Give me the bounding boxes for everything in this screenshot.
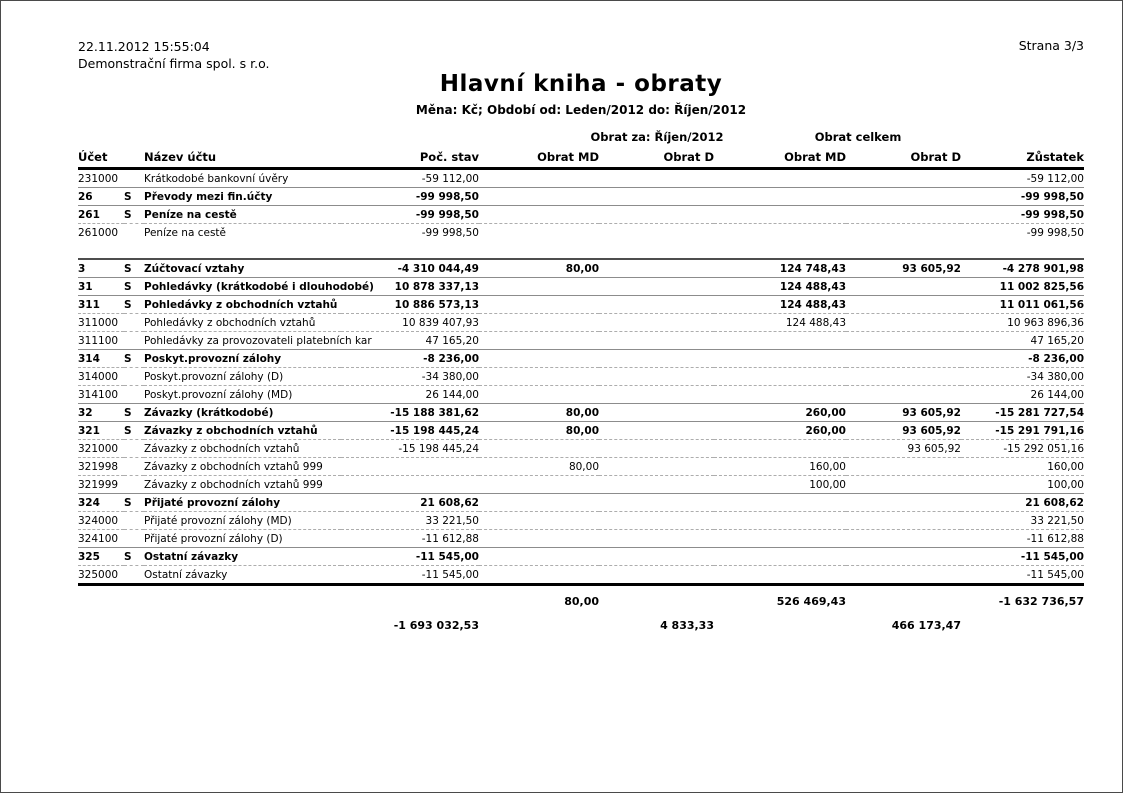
cell-closing-balance: -11 545,00: [961, 566, 1084, 585]
cell-total-debit: [714, 494, 846, 512]
cell-total-credit: [846, 224, 961, 242]
cell-total-credit: 93 605,92: [846, 404, 961, 422]
cell-account-name: Závazky z obchodních vztahů: [144, 440, 341, 458]
cell-period-debit: [479, 169, 599, 188]
cell-opening-balance: -59 112,00: [341, 169, 479, 188]
cell-period-debit: [479, 206, 599, 224]
cell-period-debit: [479, 566, 599, 585]
cell-account-number: 321: [78, 422, 124, 440]
total-total-credit: [846, 585, 961, 614]
col-header-nazev: Název účtu: [144, 147, 341, 169]
cell-total-credit: 93 605,92: [846, 422, 961, 440]
table-row: [78, 548, 1084, 566]
cell-total-debit: 100,00: [714, 476, 846, 494]
cell-total-credit: [846, 296, 961, 314]
cell-period-debit: 80,00: [479, 404, 599, 422]
cell-empty: [144, 585, 341, 614]
cell-opening-balance: [341, 476, 479, 494]
cell-closing-balance: -59 112,00: [961, 169, 1084, 188]
table-row: [78, 278, 1084, 296]
cell-period-debit: [479, 368, 599, 386]
cell-total-credit: [846, 386, 961, 404]
cell-total-credit: [846, 494, 961, 512]
cell-closing-balance: -8 236,00: [961, 350, 1084, 368]
cell-empty: [144, 613, 341, 637]
cell-account-name: Pohledávky z obchodních vztahů: [144, 314, 341, 332]
table-row: [78, 296, 1084, 314]
cell-period-debit: [479, 278, 599, 296]
total-opening-balance: [341, 585, 479, 614]
cell-closing-balance: -15 292 051,16: [961, 440, 1084, 458]
total-total-credit: 466 173,47: [891, 618, 961, 632]
cell-opening-balance: -15 198 445,24: [341, 422, 479, 440]
cell-period-debit: [479, 440, 599, 458]
cell-total-debit: 260,00: [714, 404, 846, 422]
page-number: Strana 3/3: [1018, 38, 1084, 53]
cell-total-debit: [714, 332, 846, 350]
cell-total-debit: [714, 206, 846, 224]
table-row: [78, 440, 1084, 458]
cell-period-debit: 80,00: [479, 422, 599, 440]
cell-period-credit: [599, 259, 714, 278]
cell-total-debit: [714, 548, 846, 566]
table-row: [78, 404, 1084, 422]
cell-synthetic-flag: S: [124, 278, 144, 296]
table-row: [78, 530, 1084, 548]
cell-account-number: 261: [78, 206, 124, 224]
cell-account-name: Přijaté provozní zálohy (D): [144, 530, 341, 548]
cell-period-debit: [479, 296, 599, 314]
total-period-credit: [599, 585, 714, 614]
cell-synthetic-flag: [124, 386, 144, 404]
cell-synthetic-flag: [124, 440, 144, 458]
cell-opening-balance: -15 198 445,24: [341, 440, 479, 458]
cell-total-debit: [714, 350, 846, 368]
cell-opening-balance: 10 886 573,13: [341, 296, 479, 314]
cell-closing-balance: 21 608,62: [961, 494, 1084, 512]
table-row: [78, 494, 1084, 512]
cell-synthetic-flag: S: [124, 422, 144, 440]
cell-period-credit: [599, 278, 714, 296]
cell-period-debit: [479, 494, 599, 512]
col-header-obrat-d-total: Obrat D: [846, 147, 961, 169]
cell-closing-balance: 100,00: [961, 476, 1084, 494]
cell-period-debit: [479, 530, 599, 548]
cell-account-name: Pohledávky za provozovateli platebních kar: [144, 332, 341, 350]
cell-total-debit: 124 488,43: [714, 296, 846, 314]
table-row: [78, 206, 1084, 224]
cell-opening-balance: 33 221,50: [341, 512, 479, 530]
cell-synthetic-flag: [124, 530, 144, 548]
cell-account-number: 324000: [78, 512, 124, 530]
cell-account-name: Pohledávky z obchodních vztahů: [144, 296, 341, 314]
table-row: [78, 332, 1084, 350]
total-opening-balance: -1 693 032,53: [393, 618, 479, 632]
cell-closing-balance: -15 281 727,54: [961, 404, 1084, 422]
cell-period-credit: [599, 332, 714, 350]
group-header-total: Obrat celkem: [814, 130, 902, 144]
cell-account-name: Pohledávky (krátkodobé i dlouhodobé): [144, 278, 341, 296]
cell-account-number: 321998: [78, 458, 124, 476]
cell-account-number: 311: [78, 296, 124, 314]
cell-total-credit: [846, 368, 961, 386]
cell-total-credit: [846, 332, 961, 350]
total-period-debit: [479, 613, 599, 637]
table-row: [78, 422, 1084, 440]
cell-account-name: Ostatní závazky: [144, 566, 341, 585]
table-row: [78, 350, 1084, 368]
cell-account-name: Ostatní závazky: [144, 548, 341, 566]
col-header-obrat-md-total: Obrat MD: [714, 147, 846, 169]
report-datetime: 22.11.2012 15:55:04: [78, 39, 210, 54]
cell-period-debit: [479, 314, 599, 332]
cell-account-number: 325000: [78, 566, 124, 585]
cell-account-name: Peníze na cestě: [144, 206, 341, 224]
cell-opening-balance: -99 998,50: [341, 206, 479, 224]
cell-synthetic-flag: S: [124, 206, 144, 224]
cell-period-credit: [599, 296, 714, 314]
cell-total-credit: [846, 566, 961, 585]
cell-total-debit: [714, 530, 846, 548]
cell-account-number: 32: [78, 404, 124, 422]
cell-period-credit: [599, 368, 714, 386]
cell-synthetic-flag: S: [124, 188, 144, 206]
cell-account-name: Poskyt.provozní zálohy: [144, 350, 341, 368]
cell-empty: [78, 613, 124, 637]
cell-period-credit: [599, 206, 714, 224]
report-meta: [78, 38, 270, 72]
cell-total-credit: [846, 278, 961, 296]
total-closing-balance: -1 632 736,57: [961, 585, 1084, 614]
table-row: [78, 314, 1084, 332]
cell-total-debit: [714, 566, 846, 585]
cell-account-name: Závazky (krátkodobé): [144, 404, 341, 422]
report-title: Hlavní kniha - obraty: [439, 71, 723, 97]
cell-opening-balance: [341, 458, 479, 476]
col-header-obrat-d-period: Obrat D: [599, 147, 714, 169]
report-content: [78, 1, 1084, 792]
cell-opening-balance: 10 878 337,13: [341, 278, 479, 296]
cell-opening-balance: -4 310 044,49: [341, 259, 479, 278]
cell-account-name: Krátkodobé bankovní úvěry: [144, 169, 341, 188]
cell-total-debit: [714, 512, 846, 530]
cell-total-credit: [846, 458, 961, 476]
ledger-table-totals: [78, 585, 1084, 638]
report-subtitle: Měna: Kč; Období od: Leden/2012 do: Říjen/2012: [415, 103, 747, 117]
cell-total-debit: [714, 224, 846, 242]
total-period-credit: 4 833,33: [660, 618, 714, 632]
cell-account-number: 314: [78, 350, 124, 368]
cell-period-credit: [599, 350, 714, 368]
cell-period-credit: [599, 404, 714, 422]
cell-account-name: Závazky z obchodních vztahů 999: [144, 458, 341, 476]
cell-synthetic-flag: [124, 332, 144, 350]
cell-closing-balance: -11 545,00: [961, 548, 1084, 566]
cell-account-name: Poskyt.provozní zálohy (MD): [144, 386, 341, 404]
section-spacer: [78, 241, 1084, 259]
cell-account-number: 26: [78, 188, 124, 206]
table-row: [78, 512, 1084, 530]
cell-closing-balance: -34 380,00: [961, 368, 1084, 386]
cell-total-debit: 260,00: [714, 422, 846, 440]
cell-opening-balance: 10 839 407,93: [341, 314, 479, 332]
cell-period-credit: [599, 422, 714, 440]
cell-account-name: Zúčtovací vztahy: [144, 259, 341, 278]
cell-period-credit: [599, 494, 714, 512]
cell-total-credit: [846, 314, 961, 332]
cell-total-debit: [714, 440, 846, 458]
cell-empty: [124, 585, 144, 614]
cell-closing-balance: -99 998,50: [961, 224, 1084, 242]
cell-synthetic-flag: [124, 566, 144, 585]
cell-account-number: 321999: [78, 476, 124, 494]
cell-synthetic-flag: [124, 476, 144, 494]
cell-synthetic-flag: S: [124, 259, 144, 278]
cell-closing-balance: 11 002 825,56: [961, 278, 1084, 296]
cell-opening-balance: -11 545,00: [341, 548, 479, 566]
table-row: [78, 476, 1084, 494]
cell-total-credit: [846, 476, 961, 494]
cell-period-credit: [599, 386, 714, 404]
cell-total-debit: [714, 368, 846, 386]
cell-period-debit: [479, 188, 599, 206]
cell-account-number: 324100: [78, 530, 124, 548]
col-header-s: [124, 147, 144, 169]
cell-total-credit: [846, 350, 961, 368]
cell-period-credit: [599, 440, 714, 458]
cell-empty: [124, 613, 144, 637]
cell-account-name: Závazky z obchodních vztahů 999: [144, 476, 341, 494]
cell-account-number: 311000: [78, 314, 124, 332]
cell-account-name: Převody mezi fin.účty: [144, 188, 341, 206]
totals-row: [78, 613, 1084, 637]
cell-closing-balance: 26 144,00: [961, 386, 1084, 404]
column-header-row: [78, 147, 1084, 169]
total-period-debit: 80,00: [479, 585, 599, 614]
total-total-debit: [714, 613, 846, 637]
cell-closing-balance: 10 963 896,36: [961, 314, 1084, 332]
cell-period-debit: [479, 512, 599, 530]
cell-account-number: 324: [78, 494, 124, 512]
cell-total-credit: [846, 530, 961, 548]
cell-opening-balance: -11 545,00: [341, 566, 479, 585]
cell-synthetic-flag: S: [124, 404, 144, 422]
cell-closing-balance: -99 998,50: [961, 188, 1084, 206]
cell-account-name: Peníze na cestě: [144, 224, 341, 242]
col-header-poc-stav: Poč. stav: [341, 147, 479, 169]
cell-opening-balance: -15 188 381,62: [341, 404, 479, 422]
ledger-table: [78, 147, 1084, 637]
cell-account-number: 3: [78, 259, 124, 278]
cell-period-debit: [479, 332, 599, 350]
cell-closing-balance: -11 612,88: [961, 530, 1084, 548]
cell-opening-balance: -99 998,50: [341, 188, 479, 206]
cell-period-credit: [599, 224, 714, 242]
cell-account-name: Přijaté provozní zálohy: [144, 494, 341, 512]
cell-account-number: 261000: [78, 224, 124, 242]
cell-opening-balance: -34 380,00: [341, 368, 479, 386]
cell-account-number: 314000: [78, 368, 124, 386]
col-header-zustatek: Zůstatek: [961, 147, 1084, 169]
cell-total-credit: [846, 206, 961, 224]
cell-period-credit: [599, 476, 714, 494]
cell-synthetic-flag: [124, 458, 144, 476]
col-header-ucet: Účet: [78, 147, 124, 169]
cell-period-debit: 80,00: [479, 259, 599, 278]
cell-account-number: 31: [78, 278, 124, 296]
total-total-debit: 526 469,43: [714, 585, 846, 614]
cell-synthetic-flag: [124, 224, 144, 242]
cell-total-credit: [846, 512, 961, 530]
cell-period-credit: [599, 566, 714, 585]
cell-account-number: 314100: [78, 386, 124, 404]
totals-row: [78, 585, 1084, 614]
cell-synthetic-flag: S: [124, 350, 144, 368]
cell-opening-balance: 47 165,20: [341, 332, 479, 350]
cell-period-credit: [599, 169, 714, 188]
cell-period-credit: [599, 530, 714, 548]
cell-total-credit: 93 605,92: [846, 259, 961, 278]
cell-opening-balance: -99 998,50: [341, 224, 479, 242]
cell-period-credit: [599, 512, 714, 530]
cell-total-credit: [846, 548, 961, 566]
cell-period-credit: [599, 188, 714, 206]
cell-closing-balance: 11 011 061,56: [961, 296, 1084, 314]
cell-opening-balance: 21 608,62: [341, 494, 479, 512]
col-header-obrat-md-period: Obrat MD: [479, 147, 599, 169]
cell-closing-balance: 33 221,50: [961, 512, 1084, 530]
table-row: [78, 458, 1084, 476]
cell-total-credit: [846, 169, 961, 188]
cell-total-debit: 124 748,43: [714, 259, 846, 278]
cell-total-debit: [714, 188, 846, 206]
cell-period-debit: 80,00: [479, 458, 599, 476]
cell-period-debit: [479, 548, 599, 566]
cell-account-name: Závazky z obchodních vztahů: [144, 422, 341, 440]
cell-total-credit: [846, 188, 961, 206]
cell-period-credit: [599, 314, 714, 332]
cell-closing-balance: -15 291 791,16: [961, 422, 1084, 440]
cell-total-debit: 160,00: [714, 458, 846, 476]
cell-period-credit: [599, 548, 714, 566]
table-row: [78, 386, 1084, 404]
cell-total-credit: 93 605,92: [846, 440, 961, 458]
cell-total-debit: [714, 386, 846, 404]
cell-opening-balance: -11 612,88: [341, 530, 479, 548]
cell-opening-balance: -8 236,00: [341, 350, 479, 368]
cell-synthetic-flag: [124, 314, 144, 332]
cell-empty: [78, 585, 124, 614]
cell-total-debit: 124 488,43: [714, 314, 846, 332]
table-row: [78, 368, 1084, 386]
cell-period-credit: [599, 458, 714, 476]
cell-total-debit: 124 488,43: [714, 278, 846, 296]
cell-account-name: Přijaté provozní zálohy (MD): [144, 512, 341, 530]
cell-period-debit: [479, 350, 599, 368]
cell-closing-balance: -4 278 901,98: [961, 259, 1084, 278]
cell-closing-balance: -99 998,50: [961, 206, 1084, 224]
total-closing-balance: [961, 613, 1084, 637]
cell-period-debit: [479, 224, 599, 242]
table-row: [78, 188, 1084, 206]
cell-period-debit: [479, 386, 599, 404]
table-row: [78, 169, 1084, 188]
table-row: [78, 224, 1084, 242]
cell-closing-balance: 160,00: [961, 458, 1084, 476]
cell-account-number: 321000: [78, 440, 124, 458]
cell-synthetic-flag: S: [124, 296, 144, 314]
cell-synthetic-flag: [124, 512, 144, 530]
cell-synthetic-flag: [124, 368, 144, 386]
cell-synthetic-flag: [124, 169, 144, 188]
company-name: Demonstrační firma spol. s r.o.: [78, 56, 270, 71]
cell-account-number: 311100: [78, 332, 124, 350]
cell-closing-balance: 47 165,20: [961, 332, 1084, 350]
cell-synthetic-flag: S: [124, 494, 144, 512]
cell-synthetic-flag: S: [124, 548, 144, 566]
cell-account-number: 325: [78, 548, 124, 566]
ledger-table-body: [78, 169, 1084, 585]
cell-account-number: 231000: [78, 169, 124, 188]
cell-total-debit: [714, 169, 846, 188]
table-row: [78, 566, 1084, 585]
table-row: [78, 259, 1084, 278]
cell-opening-balance: 26 144,00: [341, 386, 479, 404]
cell-account-name: Poskyt.provozní zálohy (D): [144, 368, 341, 386]
group-header-period: Obrat za: Říjen/2012: [590, 130, 724, 144]
cell-period-debit: [479, 476, 599, 494]
